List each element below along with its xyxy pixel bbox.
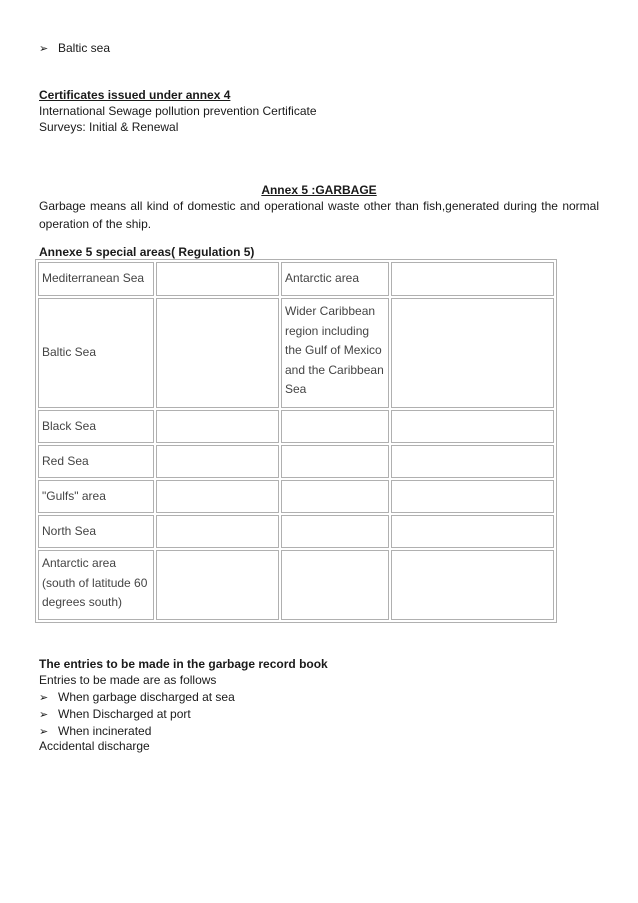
table-cell xyxy=(391,445,554,478)
bullet-baltic-sea xyxy=(39,40,110,57)
table-cell xyxy=(156,410,279,443)
table-cell: Black Sea xyxy=(38,410,154,443)
table-cell: Red Sea xyxy=(38,445,154,478)
list-item-text: When incinerated xyxy=(58,724,152,738)
list-item-text: When garbage discharged at sea xyxy=(58,690,235,704)
table-cell: "Gulfs" area xyxy=(38,480,154,513)
table-cell xyxy=(391,515,554,548)
table-cell: Baltic Sea xyxy=(38,298,154,408)
list-item xyxy=(39,706,191,723)
table-cell xyxy=(281,410,389,443)
arrow-bullet-icon: ➢ xyxy=(39,709,49,721)
table-cell: Antarctic area (south of latitude 60 degrees south) xyxy=(38,550,154,620)
table-cell xyxy=(281,480,389,513)
special-areas-heading: Annexe 5 special areas( Regulation 5) xyxy=(39,245,255,259)
table-row xyxy=(38,515,554,548)
certificate-line: International Sewage pollution prevention Certificate xyxy=(39,104,317,118)
table-cell xyxy=(281,445,389,478)
special-areas-table xyxy=(35,259,557,623)
record-book-intro: Entries to be made are as follows xyxy=(39,673,217,687)
table-cell xyxy=(156,515,279,548)
table-cell: Mediterranean Sea xyxy=(38,262,154,296)
table-cell xyxy=(281,515,389,548)
arrow-bullet-icon: ➢ xyxy=(39,726,49,738)
table-cell xyxy=(156,480,279,513)
annex5-title: Annex 5 :GARBAGE xyxy=(261,183,377,197)
table-cell: Wider Caribbean region including the Gulf of Mexico and the Caribbean Sea xyxy=(281,298,389,408)
list-item xyxy=(39,689,235,706)
table-row xyxy=(38,298,554,408)
table-cell xyxy=(281,550,389,620)
table-cell xyxy=(391,262,554,296)
table-row xyxy=(38,262,554,296)
table-cell xyxy=(156,262,279,296)
list-item-text: When Discharged at port xyxy=(58,707,191,721)
arrow-bullet-icon: ➢ xyxy=(39,692,49,704)
table-cell xyxy=(156,445,279,478)
table-cell xyxy=(156,550,279,620)
garbage-definition: Garbage means all kind of domestic and operational waste other than fish,generated during the normal operation of the ship. xyxy=(39,199,599,231)
table-cell xyxy=(391,410,554,443)
record-book-heading: The entries to be made in the garbage record book xyxy=(39,657,328,671)
certificates-heading: Certificates issued under annex 4 xyxy=(39,88,231,102)
bullet-text: Baltic sea xyxy=(58,41,111,55)
accidental-discharge-line: Accidental discharge xyxy=(39,739,150,753)
table-cell xyxy=(156,298,279,408)
table-cell: Antarctic area xyxy=(281,262,389,296)
table-cell xyxy=(391,480,554,513)
arrow-bullet-icon: ➢ xyxy=(39,43,49,55)
table-row xyxy=(38,550,554,620)
table-cell xyxy=(391,550,554,620)
table-row xyxy=(38,445,554,478)
surveys-line: Surveys: Initial & Renewal xyxy=(39,120,179,134)
table-row xyxy=(38,480,554,513)
table-cell xyxy=(391,298,554,408)
table-row xyxy=(38,410,554,443)
table-cell: North Sea xyxy=(38,515,154,548)
